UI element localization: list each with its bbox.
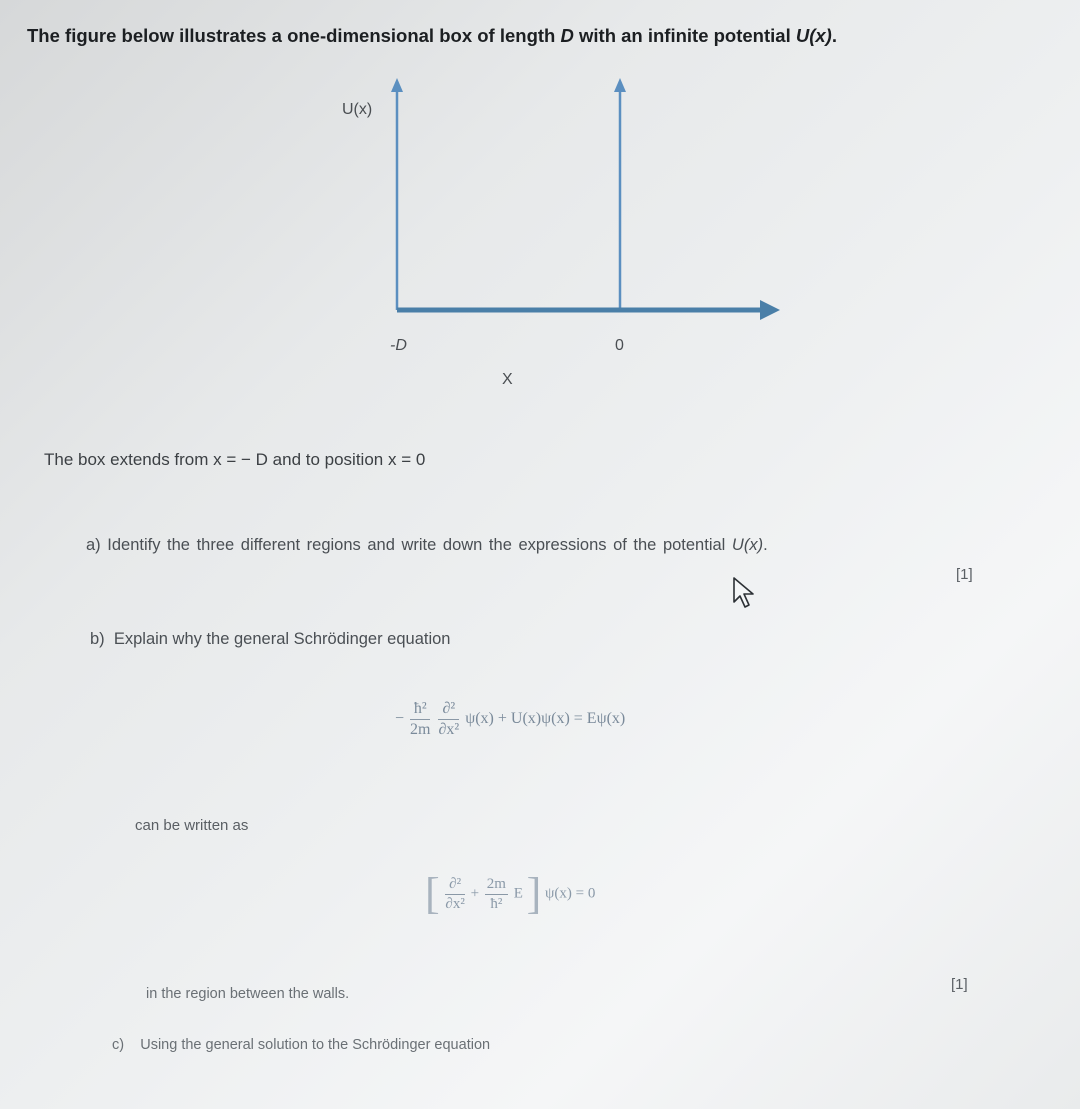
mouse-pointer-icon bbox=[732, 576, 760, 610]
schrodinger-equation-region: [ $\frac{\text{∂²}}{\text{∂x²}}$ + $\frac{2m}{\text{ħ²}}$ E ] ψ(x) = 0 bbox=[425, 869, 596, 918]
right-wall-tick-label: 0 bbox=[615, 337, 624, 354]
question-b-label: b) bbox=[90, 630, 105, 648]
question-b-text: Explain why the general Schrödinger equation bbox=[113, 630, 451, 648]
question-a-mark: [1] bbox=[956, 566, 973, 583]
y-axis-label: U(x) bbox=[342, 101, 373, 118]
question-a: a) Identify the three different regions and write down the expressions of the potential U(x). bbox=[86, 536, 768, 554]
box-extent-text: The box extends from x = − D and to position x = 0 bbox=[44, 450, 426, 469]
question-b bbox=[90, 630, 450, 649]
question-a-text: Identify the three different regions and write down the expressions of the potential bbox=[107, 536, 732, 554]
x-axis-label: X bbox=[502, 371, 513, 388]
potential-well-figure bbox=[330, 70, 800, 390]
schrodinger-equation-general: − $\frac{\text{ħ²}}{2m}$ $\frac{\text{∂²}}{\text{∂x²}}$ ψ(x) + U(x)ψ(x) = Eψ(x) bbox=[395, 700, 626, 738]
question-c-text: Using the general solution to the Schrödinger equation bbox=[140, 1037, 491, 1053]
left-wall-tick-label: -D bbox=[390, 337, 407, 354]
left-wall-arrowhead bbox=[391, 78, 403, 92]
question-c-label: c) bbox=[112, 1037, 125, 1053]
x-axis-arrowhead bbox=[760, 300, 780, 320]
region-between-walls-text: in the region between the walls. bbox=[146, 986, 350, 1002]
question-a-potential: U(x) bbox=[731, 536, 764, 554]
can-be-written-as-text: can be written as bbox=[135, 817, 249, 834]
question-b-mark: [1] bbox=[951, 976, 968, 993]
intro-heading: The figure below illustrates a one-dimensional box of length D with an infinite potential U(x). bbox=[27, 25, 837, 46]
right-wall-arrowhead bbox=[614, 78, 626, 92]
question-c bbox=[112, 1037, 490, 1053]
question-a-label: a) bbox=[86, 536, 101, 554]
